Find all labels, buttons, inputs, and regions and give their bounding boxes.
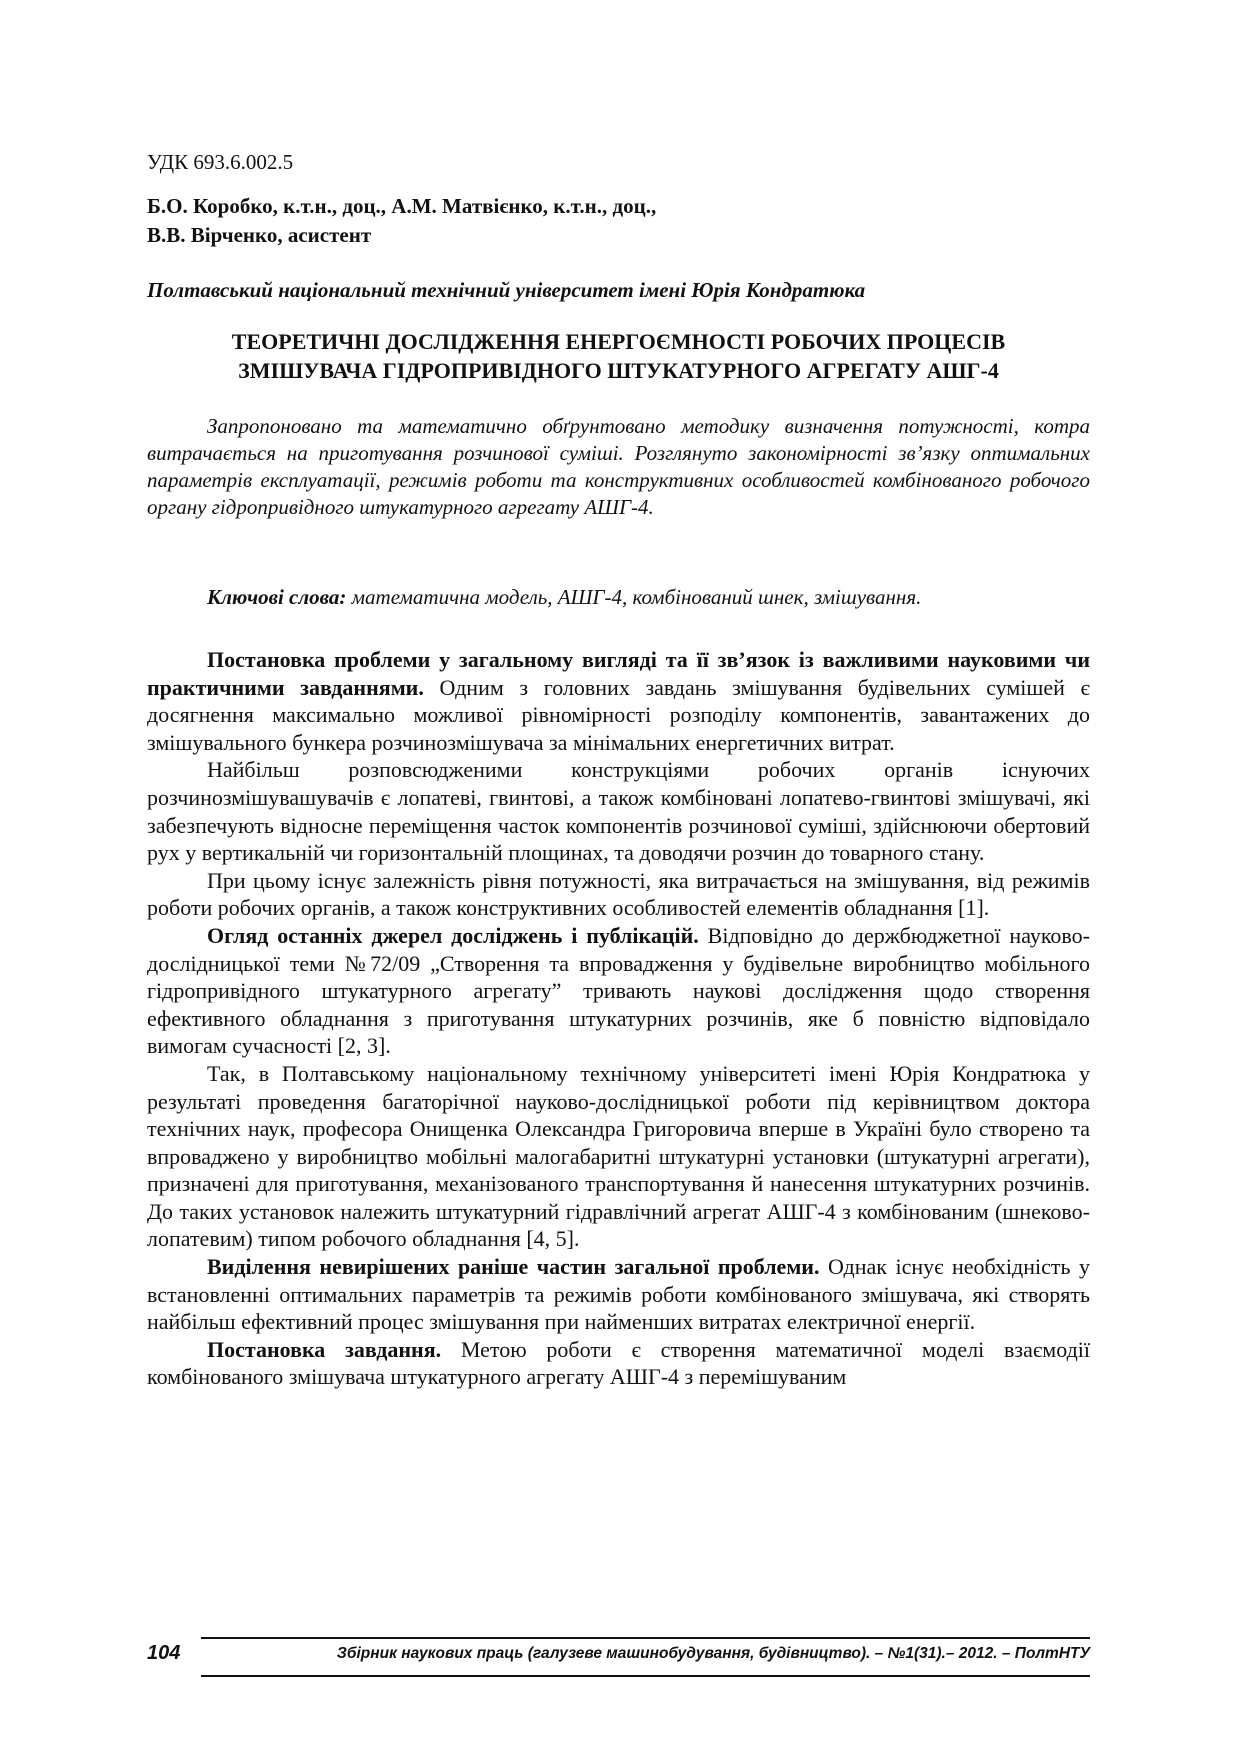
paragraph	[147, 756, 1090, 866]
paragraph-problem	[147, 646, 1090, 756]
paragraph-text: Найбільш розповсюдженими конструкціями робочих органів існуючих розчинозмішувашувачів є лопатеві, гвинтові, а також комбіновані лопатево-гвинтові змішувачі, які забезпечують відносне переміщення часток компонентів розчинової суміші, здійснюючи обертовий рух у вертикальній чи горизонтальній площинах, та доводячи розчин до товарного стану.	[147, 757, 1090, 866]
keywords-label: Ключові слова:	[207, 585, 347, 609]
paragraph-text: Метою роботи є створення математичної моделі взаємодії комбінованого змішувача штукатурного агрегату АШГ-4 з перемішуваним	[147, 1336, 1090, 1390]
title-line-1: ТЕОРЕТИЧНІ ДОСЛІДЖЕННЯ ЕНЕРГОЄМНОСТІ РОБОЧИХ ПРОЦЕСІВ	[231, 329, 1006, 354]
abstract: Запропоновано та математично обґрунтовано методику визначення потужності, котра витрачається на приготування розчинової суміші. Розглянуто закономірності зв’язку оптимальних параметрів експлуатації, режимів роботи та конструктивних особливостей комбінованого робочого органу гідропривідного штукатурного агрегату АШГ-4.	[147, 414, 1090, 519]
section-heading: Постановка завдання.	[207, 1336, 442, 1362]
authors-line-2: В.В. Вірченко, асистент	[147, 223, 372, 247]
section-heading: Огляд останніх джерел досліджень і публікацій.	[207, 922, 699, 948]
page-number: 104	[147, 1642, 181, 1664]
paragraph-review	[147, 922, 1090, 1060]
authors-line-1: Б.О. Коробко, к.т.н., доц., А.М. Матвієнко, к.т.н., доц.,	[147, 194, 657, 218]
journal-citation: Збірник наукових праць (галузеве машинобудування, будівництво). – №1(31).– 2012. – ПолтНТУ	[336, 1645, 1090, 1662]
keywords	[147, 585, 1090, 610]
udk-code: УДК 693.6.002.5	[147, 150, 294, 174]
paragraph-text: Відповідно до держбюджетної науково-дослідницької теми №72/09 „Створення та впровадження у будівельне виробництво мобільного гідропривідного штукатурного агрегату” тривають наукові дослідження щодо створення ефективного обладнання з приготування штукатурних розчинів, яке б повністю відповідало вимогам сучасності [2, 3].	[147, 922, 1090, 1059]
paragraph	[147, 867, 1090, 922]
paragraph-text: При цьому існує залежність рівня потужності, яка витрачається на змішування, від режимів роботи робочих органів, а також конструктивних особливостей елементів обладнання [1].	[147, 867, 1090, 921]
footer-rule-bottom	[201, 1675, 1090, 1677]
paper-title	[147, 327, 1090, 385]
authors	[147, 192, 656, 250]
paragraph-text: Однак існує необхідність у встановленні оптимальних параметрів та режимів роботи комбінованого змішувача, які створять найбільш ефективний процес змішування при найменших витратах електричної енергії.	[147, 1254, 1090, 1335]
paragraph-text: Так, в Полтавському національному технічному університеті імені Юрія Кондратюка у результаті проведення багаторічної науково-дослідницької роботи під керівництвом доктора технічних наук, професора Онищенка Олександра Григоровича вперше в Україні було створено та впроваджено у виробництво мобільні малогабаритні штукатурні установки (штукатурні агрегати), призначені для приготування, механізованого транспортування й нанесення штукатурних розчинів. До таких установок належить штукатурний гідравлічний агрегат АШГ-4 з комбінованим (шнеково-лопатевим) типом робочого обладнання [4, 5].	[147, 1060, 1090, 1252]
title-line-2: ЗМІШУВАЧА ГІДРОПРИВІДНОГО ШТУКАТУРНОГО АГРЕГАТУ АШГ-4	[238, 358, 999, 383]
affiliation: Полтавський національний технічний університет імені Юрія Кондратюка	[147, 278, 866, 302]
paragraph-text: Одним з головних завдань змішування будівельних сумішей є досягнення максимально можливої рівномірності розподілу компонентів, завантажених до змішувального бункера розчинозмішувача за мінімальних енергетичних витрат.	[147, 674, 1090, 755]
paragraph	[147, 1060, 1090, 1253]
footer-rule-top	[201, 1637, 1090, 1639]
section-heading: Виділення невирішених раніше частин загальної проблеми.	[207, 1254, 820, 1280]
page-footer	[147, 1628, 1090, 1678]
section-heading: Постановка проблеми у загальному вигляді та її зв’язок із важливими науковими чи практичними завданнями.	[147, 647, 1090, 700]
body-text	[147, 646, 1090, 1391]
paragraph-unsolved	[147, 1253, 1090, 1336]
paragraph-task	[147, 1336, 1090, 1391]
keywords-text: математична модель, АШГ-4, комбінований шнек, змішування.	[346, 585, 922, 609]
